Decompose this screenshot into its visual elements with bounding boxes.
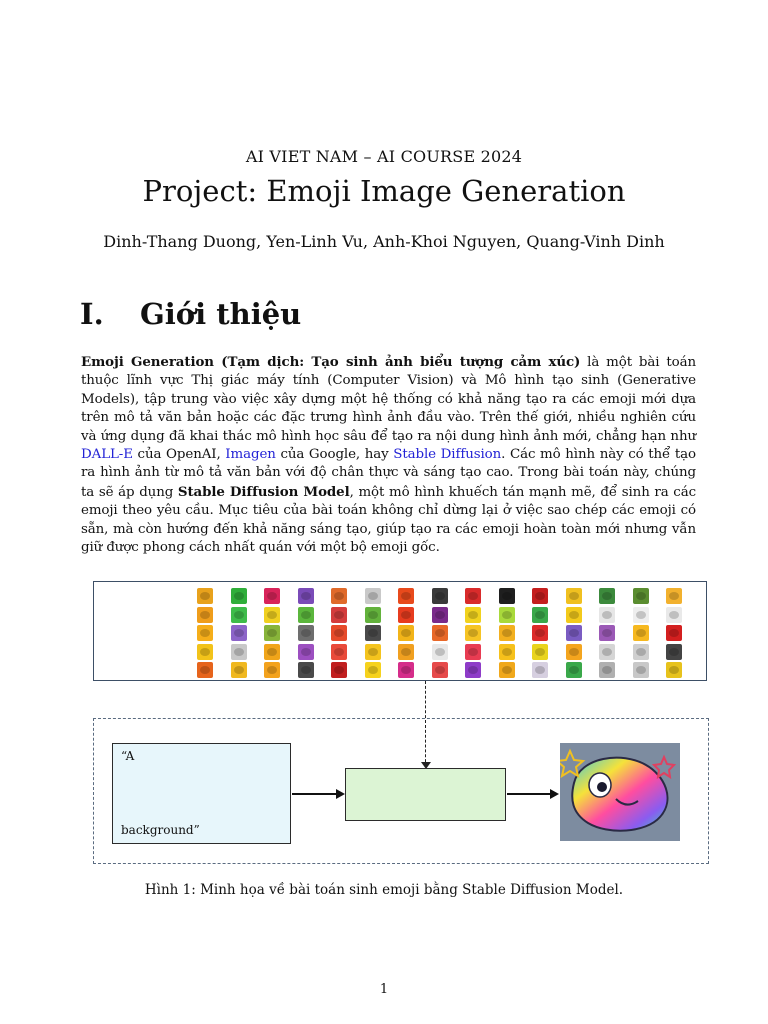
intro-paragraph (81, 353, 696, 557)
stable-diffusion-link[interactable]: Stable Diffusion (393, 447, 502, 463)
emoji-thumbnail (633, 644, 649, 660)
emoji-dataset-panel (93, 581, 707, 681)
emoji-thumbnail (398, 588, 414, 604)
emoji-thumbnail (432, 607, 448, 623)
emoji-thumbnail (465, 662, 481, 678)
emoji-thumbnail (331, 588, 347, 604)
emoji-thumbnail (566, 607, 582, 623)
emoji-thumbnail (532, 625, 548, 641)
emoji-thumbnail (365, 662, 381, 678)
emoji-grid (197, 588, 682, 678)
emoji-thumbnail (599, 625, 615, 641)
author-list: Dinh-Thang Duong, Yen-Linh Vu, Anh-Khoi Nguyen, Quang-Vinh Dinh (103, 232, 665, 251)
emoji-thumbnail (298, 625, 314, 641)
emoji-thumbnail (566, 588, 582, 604)
emoji-thumbnail (197, 644, 213, 660)
diffusion-model-box (345, 768, 506, 821)
emoji-thumbnail (499, 662, 515, 678)
emoji-thumbnail (197, 625, 213, 641)
emoji-thumbnail (633, 607, 649, 623)
emoji-thumbnail (666, 607, 682, 623)
course-header: AI VIET NAM – AI COURSE 2024 (245, 147, 523, 166)
page-number: 1 (379, 982, 389, 997)
emoji-thumbnail (398, 662, 414, 678)
emoji-thumbnail (566, 644, 582, 660)
emoji-thumbnail (298, 644, 314, 660)
emoji-thumbnail (566, 662, 582, 678)
paragraph-text: . Các mô hình này có thể tạo ra hình ảnh từ mô tả văn bản với độ chân thực và sáng tạo cao. Trong bài toán này, chúng ta sẽ áp dụng (81, 447, 696, 500)
emoji-thumbnail (499, 644, 515, 660)
section-title: Giới thiệu (140, 297, 302, 331)
emoji-thumbnail (666, 625, 682, 641)
emoji-thumbnail (666, 644, 682, 660)
emoji-thumbnail (231, 625, 247, 641)
bold-term: Emoji Generation (Tạm dịch: Tạo sinh ảnh biểu tượng cảm xúc) (81, 354, 581, 370)
imagen-link[interactable]: Imagen (225, 447, 276, 463)
emoji-thumbnail (666, 588, 682, 604)
paper-title: Project: Emoji Image Generation (142, 174, 626, 208)
dalle-link[interactable]: DALL-E (81, 447, 133, 463)
model-to-output-arrow (507, 793, 557, 795)
emoji-thumbnail (331, 662, 347, 678)
emoji-thumbnail (298, 588, 314, 604)
generated-emoji-illustration (560, 743, 680, 841)
emoji-thumbnail (465, 625, 481, 641)
emoji-thumbnail (231, 588, 247, 604)
emoji-thumbnail (566, 625, 582, 641)
emoji-thumbnail (264, 588, 280, 604)
emoji-thumbnail (264, 625, 280, 641)
emoji-thumbnail (599, 588, 615, 604)
paragraph-text: là một bài toán thuộc lĩnh vực Thị giác máy tính (Computer Vision) và Mô hình tạo sinh (Generative Models), tập trung vào việc xây dựng một hệ thống có khả năng tạo ra các emoji mới dựa trên mô tả văn bản hoặc các đặc trưng hình ảnh đầu vào. Trên thế giới, nhiều nghiên cứu và ứng dụng đã khai thác mô hình học sâu để tạo ra nội dung hình ảnh mới, chẳng hạn như (81, 355, 696, 444)
emoji-thumbnail (264, 644, 280, 660)
emoji-thumbnail (331, 607, 347, 623)
emoji-thumbnail (465, 644, 481, 660)
emoji-thumbnail (264, 662, 280, 678)
emoji-thumbnail (331, 625, 347, 641)
emoji-thumbnail (499, 607, 515, 623)
emoji-thumbnail (499, 625, 515, 641)
emoji-thumbnail (365, 644, 381, 660)
emoji-thumbnail (365, 588, 381, 604)
bold-term: Stable Diffusion Model (177, 483, 350, 500)
emoji-thumbnail (666, 662, 682, 678)
section-heading (80, 297, 301, 331)
emoji-thumbnail (599, 607, 615, 623)
figure-caption: Hình 1: Minh họa về bài toán sinh emoji bằng Stable Diffusion Model. (144, 882, 624, 898)
emoji-thumbnail (231, 662, 247, 678)
prompt-to-model-arrow (292, 793, 343, 795)
emoji-thumbnail (499, 588, 515, 604)
prompt-text-end: background” (121, 823, 200, 837)
emoji-thumbnail (197, 662, 213, 678)
paragraph-text: của Google, hay (275, 447, 394, 463)
emoji-thumbnail (532, 607, 548, 623)
section-number: I. (80, 297, 104, 331)
emoji-thumbnail (264, 607, 280, 623)
emoji-thumbnail (432, 588, 448, 604)
emoji-thumbnail (599, 662, 615, 678)
emoji-thumbnail (197, 588, 213, 604)
text-prompt-box (112, 743, 291, 844)
emoji-thumbnail (465, 607, 481, 623)
emoji-thumbnail (365, 607, 381, 623)
emoji-thumbnail (532, 588, 548, 604)
emoji-thumbnail (398, 625, 414, 641)
emoji-thumbnail (599, 644, 615, 660)
emoji-thumbnail (231, 607, 247, 623)
emoji-thumbnail (532, 662, 548, 678)
emoji-thumbnail (633, 625, 649, 641)
emoji-thumbnail (298, 662, 314, 678)
emoji-thumbnail (432, 625, 448, 641)
prompt-text-start: “A (121, 749, 135, 763)
emoji-thumbnail (432, 644, 448, 660)
emoji-thumbnail (432, 662, 448, 678)
emoji-thumbnail (231, 644, 247, 660)
emoji-thumbnail (298, 607, 314, 623)
generated-emoji-image (560, 743, 680, 841)
emoji-thumbnail (331, 644, 347, 660)
emoji-thumbnail (633, 662, 649, 678)
emoji-thumbnail (365, 625, 381, 641)
emoji-thumbnail (633, 588, 649, 604)
emoji-thumbnail (398, 607, 414, 623)
emoji-thumbnail (532, 644, 548, 660)
paragraph-text: của OpenAI, (132, 447, 226, 463)
paragraph-text: , một mô hình khuếch tán mạnh mẽ, để sinh ra các emoji theo yêu cầu. Mục tiêu của bài toán không chỉ dừng lại ở việc sao chép các emoji có sẵn, mà còn hướng đến khả năng sáng tạo, giúp tạo ra các emoji hoàn toàn mới nhưng vẫn giữ được phong cách nhất quán với một bộ emoji gốc. (81, 484, 696, 556)
emoji-thumbnail (465, 588, 481, 604)
emoji-thumbnail (398, 644, 414, 660)
emoji-thumbnail (197, 607, 213, 623)
